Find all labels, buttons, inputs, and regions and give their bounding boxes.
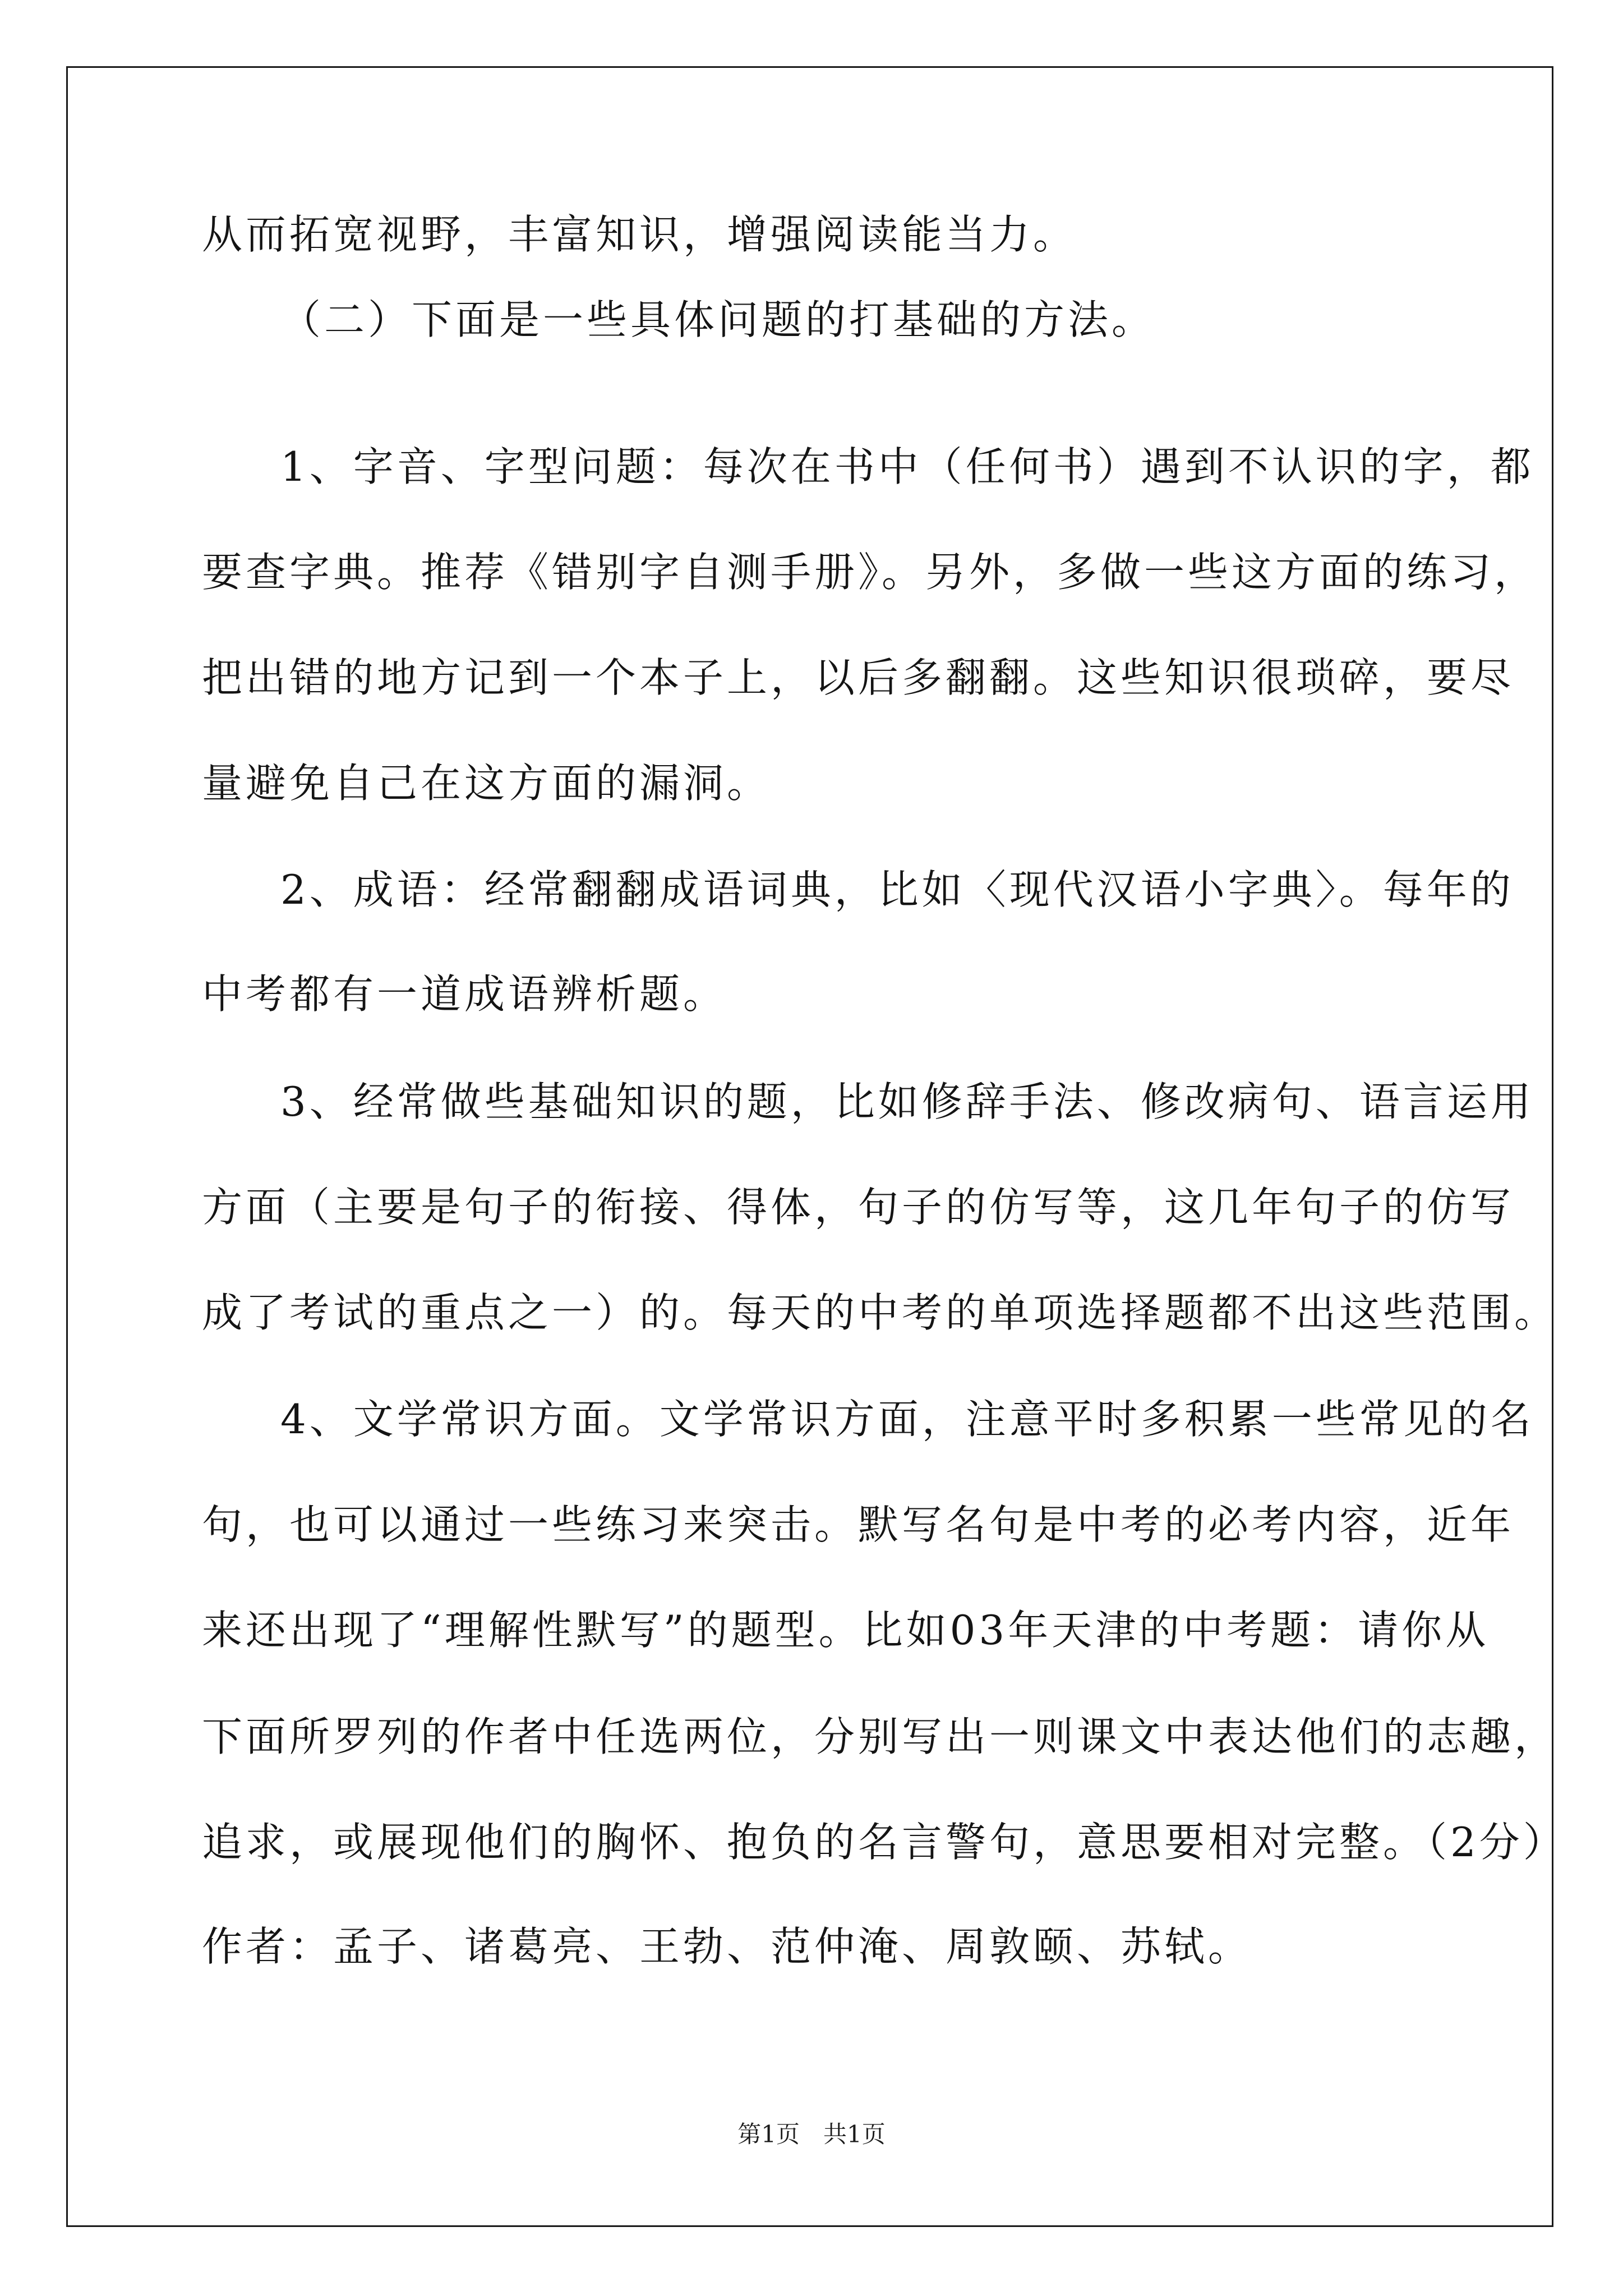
text-line: 作者：孟子、诸葛亮、王勃、范仲淹、周敦颐、苏轼。 [202,1923,1252,1970]
text-line: （二）下面是一些具体问题的打基础的方法。 [280,296,1156,343]
text-line: 4、文学常识方面。文学常识方面，注意平时多积累一些常见的名 [280,1396,1534,1443]
text-line: 中考都有一道成语辨析题。 [202,970,727,1018]
text-line: 量避免自己在这方面的漏洞。 [202,760,771,807]
text-line: 来还出现了“理解性默写”的题型。比如03年天津的中考题：请你从 [202,1607,1490,1654]
text-line: 追求，或展现他们的胸怀、抱负的名言警句，意思要相对完整。（2分） [202,1819,1567,1866]
text-line: 2、成语：经常翻翻成语词典，比如〈现代汉语小字典〉。每年的 [280,866,1514,913]
text-line: 句，也可以通过一些练习来突击。默写名句是中考的必考内容，近年 [202,1501,1515,1548]
text-line: 下面所罗列的作者中任选两位，分别写出一则课文中表达他们的志趣， [202,1713,1559,1760]
text-line: 从而拓宽视野，丰富知识，增强阅读能当力。 [202,211,1077,258]
page-border [66,66,1553,2227]
text-line: 成了考试的重点之一）的。每天的中考的单项选择题都不出这些范围。 [202,1289,1559,1336]
text-line: 把出错的地方记到一个本子上，以后多翻翻。这些知识很琐碎，要尽 [202,654,1515,701]
text-line: 1、字音、字型问题：每次在书中（任何书）遇到不认识的字，都 [280,443,1534,490]
text-line: 方面（主要是句子的衔接、得体，句子的仿写等，这几年句子的仿写 [202,1184,1515,1231]
page-number-footer: 第1页 共1页 [737,2120,886,2148]
text-line: 3、经常做些基础知识的题，比如修辞手法、修改病句、语言运用 [280,1078,1534,1125]
text-line: 要查字典。推荐《错别字自测手册》。另外，多做一些这方面的练习， [202,549,1538,596]
